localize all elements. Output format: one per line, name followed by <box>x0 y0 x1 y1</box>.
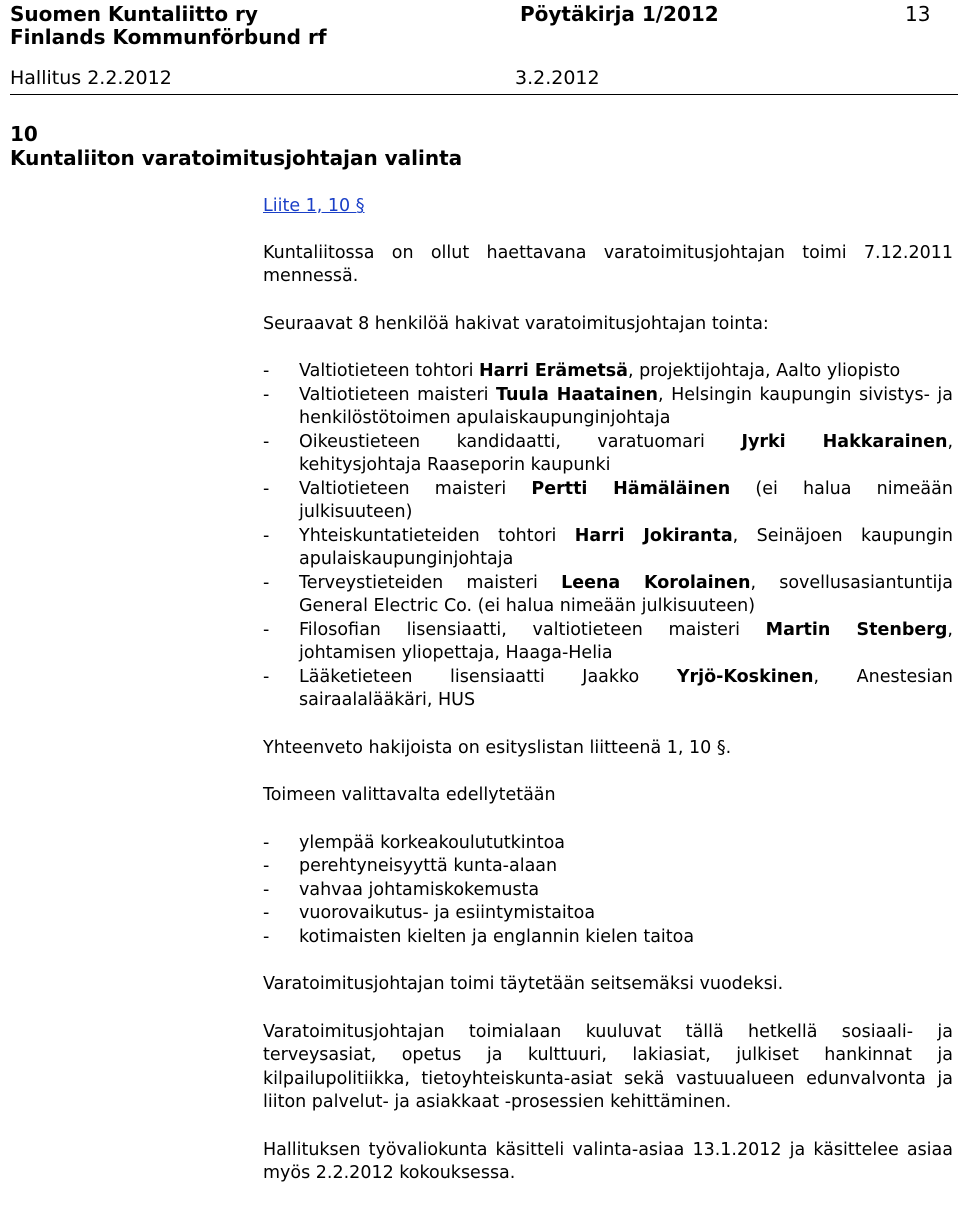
section-number: 10 <box>10 122 38 146</box>
document-body <box>263 195 953 1186</box>
list-item: - Valtiotieteen maisteri Tuula Haatainen, Helsingin kaupungin sivistys- ja henkilöstötoimen apulaiskaupunginjohtaja <box>263 384 953 431</box>
requirements-intro: Toimeen valittavalta edellytetään <box>263 785 556 805</box>
list-item: - Oikeustieteen kandidaatti, varatuomari Jyrki Hakkarainen, kehitysjohtaja Raaseporin kaupunki <box>263 431 953 478</box>
list-item: - vuorovaikutus- ja esiintymistaitoa <box>263 902 953 926</box>
section-title: Kuntaliiton varatoimitusjohtajan valinta <box>10 146 463 170</box>
list-item: - Terveystieteiden maisteri Leena Korolainen, sovellusasiantuntija General Electric Co. (ei halua nimeään julkisuuteen) <box>263 572 953 619</box>
list-item: - perehtyneisyyttä kunta-alaan <box>263 855 953 879</box>
list-item: - vahvaa johtamiskokemusta <box>263 879 953 903</box>
document-date: 3.2.2012 <box>515 67 600 89</box>
list-item: - ylempää korkeakoulututkintoa <box>263 832 953 856</box>
list-item: - Valtiotieteen maisteri Pertti Hämäläinen (ei halua nimeään julkisuuteen) <box>263 478 953 525</box>
applicants-list <box>263 360 953 713</box>
applicants-intro: Seuraavat 8 henkilöä hakivat varatoimitusjohtajan tointa: <box>263 313 769 334</box>
intro-paragraph: Kuntaliitossa on ollut haettavana varatoimitusjohtajan toimi 7.12.2011 mennessä. <box>263 242 953 286</box>
list-item: - Lääketieteen lisensiaatti Jaakko Yrjö-Koskinen, Anestesian sairaalalääkäri, HUS <box>263 666 953 713</box>
attachment-link[interactable]: Liite 1, 10 § <box>263 196 365 216</box>
document-type: Pöytäkirja 1/2012 <box>520 2 719 26</box>
list-item: - Filosofian lisensiaatti, valtiotieteen maisteri Martin Stenberg, johtamisen yliopettaja, Haaga-Helia <box>263 619 953 666</box>
header-divider <box>10 94 958 95</box>
document-header <box>10 0 958 100</box>
summary-paragraph: Yhteenveto hakijoista on esityslistan liitteenä 1, 10 §. <box>263 737 732 758</box>
list-item: - kotimaisten kielten ja englannin kielen taitoa <box>263 926 953 950</box>
organization-name-sv: Finlands Kommunförbund rf <box>10 25 327 49</box>
meeting-name: Hallitus 2.2.2012 <box>10 67 172 89</box>
list-item: - Valtiotieteen tohtori Harri Erämetsä, projektijohtaja, Aalto yliopisto <box>263 360 953 384</box>
organization-name-fi: Suomen Kuntaliitto ry <box>10 2 258 26</box>
list-item: - Yhteiskuntatieteiden tohtori Harri Jokiranta, Seinäjoen kaupungin apulaiskaupunginjohtaja <box>263 525 953 572</box>
handling-paragraph: Hallituksen työvaliokunta käsitteli valinta-asiaa 13.1.2012 ja käsittelee asiaa myös 2.2.2012 kokouksessa. <box>263 1139 953 1183</box>
duties-paragraph: Varatoimitusjohtajan toimialaan kuuluvat tällä hetkellä sosiaali- ja terveysasiat, opetus ja kulttuuri, lakiasiat, julkiset hankinnat ja kilpailupolitiikka, tietoyhteiskunta-asiat sekä vastuualueen edunvalvonta ja liiton palvelut- ja asiakkaat -prosessien kehittäminen. <box>263 1021 953 1112</box>
page-number: 13 <box>905 2 931 26</box>
requirements-list <box>263 832 953 950</box>
term-paragraph: Varatoimitusjohtajan toimi täytetään seitsemäksi vuodeksi. <box>263 974 784 994</box>
